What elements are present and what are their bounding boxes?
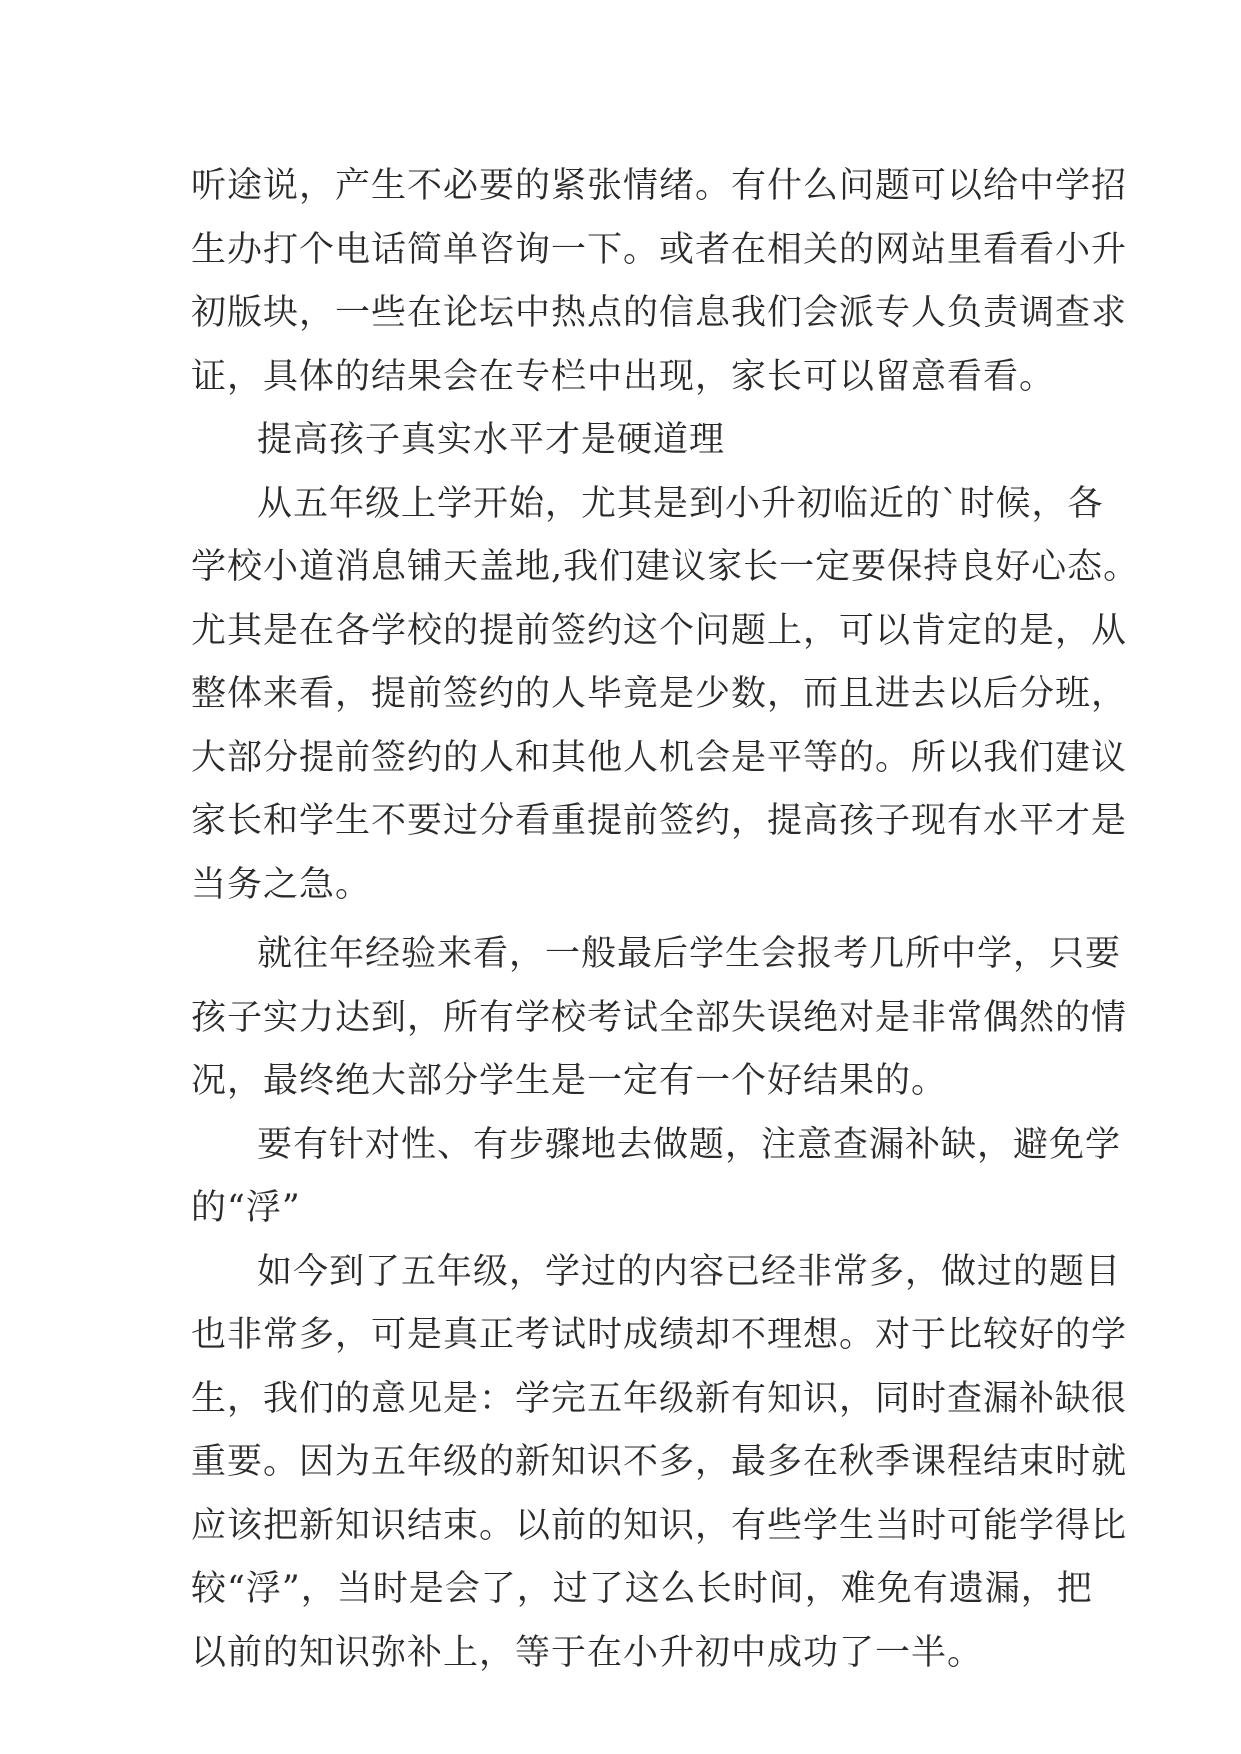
text-line: 家长和学生不要过分看重提前签约，提高孩子现有水平才是 bbox=[191, 801, 1128, 841]
section-heading: 的“浮” bbox=[191, 1188, 301, 1228]
section-heading: 提高孩子真实水平才是硬道理 bbox=[257, 420, 726, 460]
text-line: 以前的知识弥补上，等于在小升初中成功了一半。 bbox=[191, 1632, 984, 1673]
text-line: 也非常多，可是真正考试时成绩却不理想。对于比较好的学 bbox=[191, 1315, 1128, 1355]
section-heading: 要有针对性、有步骤地去做题，注意查漏补缺，避免学 bbox=[257, 1124, 1122, 1165]
text-line: 况，最终绝大部分学生是一定有一个好结果的。 bbox=[191, 1061, 948, 1101]
text-line: 就往年经验来看，一般最后学生会报考几所中学，只要 bbox=[257, 934, 1122, 974]
text-line: 生办打个电话简单咨询一下。或者在相关的网站里看看小升 bbox=[191, 229, 1128, 270]
text-line: 初版块，一些在论坛中热点的信息我们会派专人负责调查求 bbox=[191, 293, 1128, 333]
text-line: 当务之急。 bbox=[191, 864, 372, 905]
text-line: 孩子实力达到，所有学校考试全部失误绝对是非常偶然的情 bbox=[191, 997, 1128, 1038]
text-line: 如今到了五年级，学过的内容已经非常多，做过的题目 bbox=[257, 1251, 1122, 1292]
text-line: 学校小道消息铺天盖地,我们建议家长一定要保持良好心态。 bbox=[191, 547, 1140, 587]
text-line: 生，我们的意见是：学完五年级新有知识，同时查漏补缺很 bbox=[191, 1378, 1128, 1419]
text-line: 尤其是在各学校的提前签约这个问题上，可以肯定的是，从 bbox=[191, 610, 1128, 651]
text-line: 证，具体的结果会在专栏中出现，家长可以留意看看。 bbox=[191, 356, 1056, 397]
text-line: 大部分提前签约的人和其他人机会是平等的。所以我们建议 bbox=[191, 737, 1128, 778]
text-line: 从五年级上学开始，尤其是到小升初临近的`时候，各 bbox=[257, 483, 1104, 524]
document-body bbox=[191, 155, 1140, 1685]
text-line: 应该把新知识结束。以前的知识，有些学生当时可能学得比 bbox=[191, 1505, 1128, 1546]
text-line: 重要。因为五年级的新知识不多，最多在秋季课程结束时就 bbox=[191, 1442, 1128, 1482]
text-line: 整体来看，提前签约的人毕竟是少数，而且进去以后分班， bbox=[191, 674, 1128, 714]
text-line: 较“浮”，当时是会了，过了这么长时间，难免有遗漏，把 bbox=[191, 1569, 1093, 1609]
text-line: 听途说，产生不必要的紧张情绪。有什么问题可以给中学招 bbox=[191, 166, 1128, 206]
